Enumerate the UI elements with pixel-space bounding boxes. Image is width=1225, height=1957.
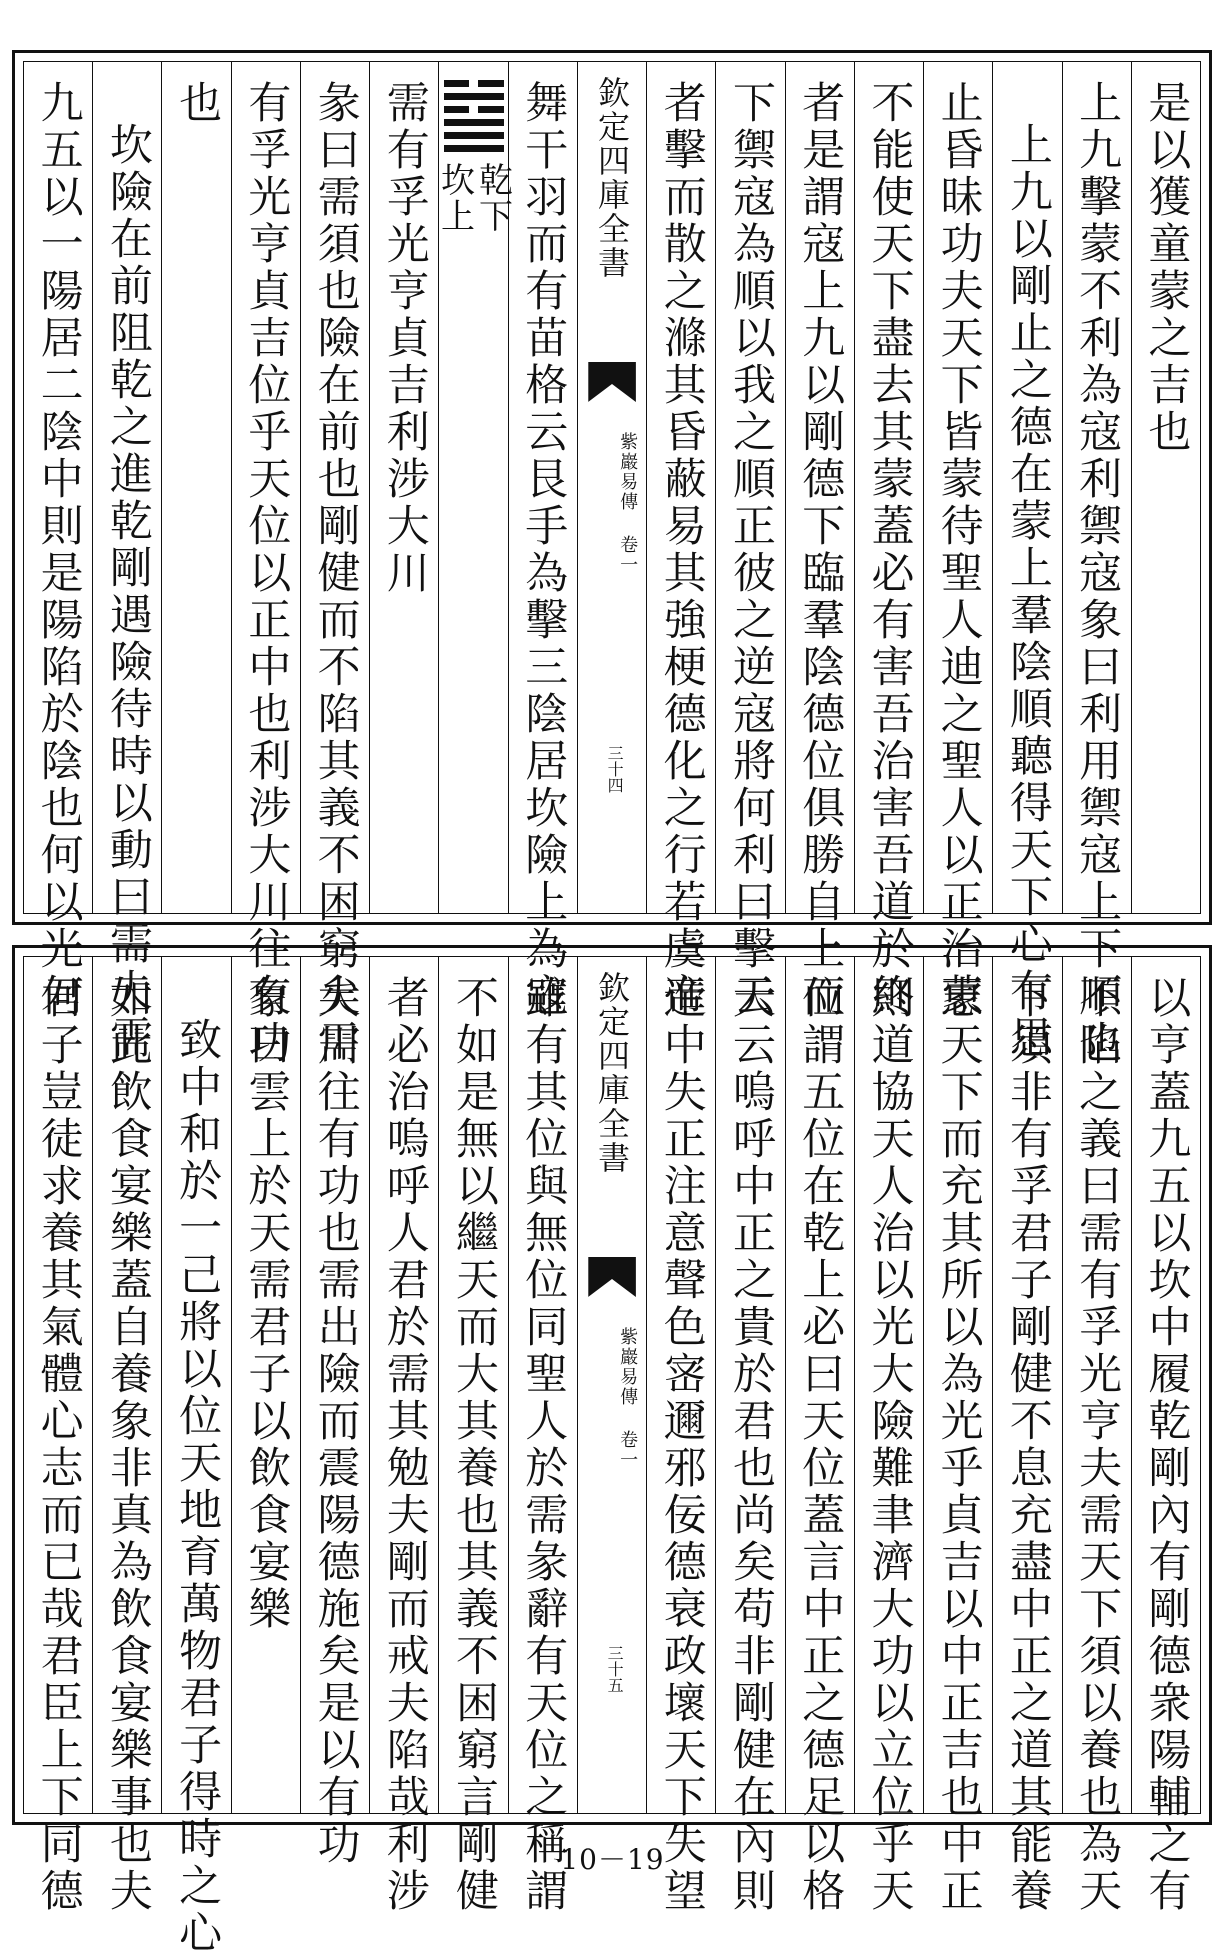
page-number: 10－19 xyxy=(560,1843,665,1876)
column-text: 致中和於一己將以位天地育萬物君子得時之心 xyxy=(172,1017,223,1957)
upper-page-columns xyxy=(24,62,1200,1067)
hexagram-line xyxy=(444,132,504,139)
column-text: 舞干羽而有苗格云艮手為擊三陰居坎險上為寇 xyxy=(518,80,569,1020)
upper-page-frame xyxy=(23,61,1201,1067)
hexagram-line xyxy=(444,145,504,152)
column-text: 君子豈徒求養其氣體心志而已哉君臣上下同德 xyxy=(33,975,84,1915)
text-column xyxy=(854,957,923,1915)
folio-number: 三十四 xyxy=(605,745,625,793)
text-column xyxy=(161,62,230,913)
column-text: 則道協天人治以光大險難聿濟大功以立位乎天 xyxy=(864,975,915,1915)
column-text: 上九以剛止之德在蒙上羣陰順聽得天下心有思 xyxy=(1002,122,1053,1062)
text-column xyxy=(646,62,715,1020)
center-gutter xyxy=(577,957,646,1813)
text-column xyxy=(92,957,161,1915)
hexagram-line xyxy=(444,106,504,113)
text-column xyxy=(992,62,1061,1062)
text-column xyxy=(715,957,784,1915)
text-column xyxy=(923,957,992,1915)
collection-title: 欽定四庫全書 xyxy=(593,971,631,1175)
text-column xyxy=(369,957,438,1915)
hexagram-column xyxy=(434,62,513,913)
column-text: 需有孚光亨貞吉利涉大川 xyxy=(379,80,430,597)
hexagram-xu-icon xyxy=(444,80,504,158)
text-column xyxy=(24,62,92,1020)
column-text: 不如是無以繼天而大其養也其義不困窮言剛健 xyxy=(449,975,500,1915)
column-text: 也 xyxy=(172,80,223,127)
column-text: 以亨蓋九五以坎中履乾剛內有剛德衆陽輔之有 xyxy=(1141,975,1192,1915)
text-column xyxy=(785,957,854,1915)
text-column xyxy=(300,62,369,1067)
text-column xyxy=(161,957,230,1957)
text-column xyxy=(715,62,784,1020)
fishtail-mark-icon xyxy=(588,362,636,402)
column-text: 不能使天下盡去其蒙蓋必有害吾治害吾道於終 xyxy=(864,80,915,1020)
text-column xyxy=(231,62,300,1067)
text-column xyxy=(438,957,507,1915)
text-column xyxy=(854,62,923,1020)
hexagram-line xyxy=(444,80,504,87)
column-text: 彖曰需須也險在前也剛健而不陷其義不困窮矣需 xyxy=(310,80,361,1067)
text-column xyxy=(24,957,92,1915)
column-text: 恵天下而充其所以為光乎貞吉以中正吉也中正 xyxy=(933,975,984,1915)
column-text: 大川往有功也需出險而震陽德施矣是以有功 xyxy=(310,975,361,1868)
text-column xyxy=(992,957,1061,1915)
column-text: 天云嗚呼中正之貴於君也尚矣苟非剛健在內則 xyxy=(725,975,776,1915)
book-volume-label: 紫巖易傳 卷一 xyxy=(617,432,639,575)
text-column xyxy=(1062,957,1131,1915)
text-column xyxy=(369,62,438,913)
hexagram-line xyxy=(444,119,504,126)
text-column xyxy=(508,62,577,1020)
column-text: 坎險在前阻乾之進乾剛遇險待時以動曰需夫需 xyxy=(102,122,153,1062)
column-text: 有孚光亨貞吉位乎天位以正中也利涉大川往有功 xyxy=(241,80,292,1067)
text-column xyxy=(508,957,577,1915)
column-text: 位謂五位在乾上必曰天位蓋言中正之德足以格 xyxy=(795,975,846,1915)
upper-page xyxy=(12,50,1212,1067)
column-text: 者擊而散之滌其昏蔽易其強梗德化之行若虞帝 xyxy=(656,80,707,1020)
trigram-labels xyxy=(434,162,513,234)
text-column xyxy=(1131,62,1200,913)
trigram-label: 乾下 xyxy=(472,162,513,234)
hexagram-line xyxy=(444,93,504,100)
folio-number: 三十五 xyxy=(605,1645,625,1693)
trigram-label: 坎上 xyxy=(434,162,475,234)
column-text: 者是謂寇上九以剛德下臨羣陰德位俱勝自上而 xyxy=(795,80,846,1020)
text-column xyxy=(646,957,715,1915)
column-text: 不陷之義曰需有孚光亨夫需天下須以養也為天 xyxy=(1072,975,1123,1915)
text-column xyxy=(92,62,161,1062)
text-column xyxy=(785,62,854,1020)
collection-title: 欽定四庫全書 xyxy=(593,76,631,280)
column-text: 者必治嗚呼人君於需其勉夫剛而戒夫陷哉利涉 xyxy=(379,975,430,1915)
column-text: 上九擊蒙不利為寇利禦寇象曰利用禦寇上下順也 xyxy=(1072,80,1123,1067)
column-text: 下禦寇為順以我之順正彼之逆寇將何利曰擊云 xyxy=(725,80,776,1020)
book-volume-label: 紫巖易傳 卷一 xyxy=(617,1327,639,1470)
text-column xyxy=(923,62,992,1020)
column-text: 止昏昧功夫天下皆蒙待聖人迪之聖人以正治蒙 xyxy=(933,80,984,1020)
text-column xyxy=(1062,62,1131,1067)
column-text: 進中失正注意聲色宻邇邪佞德衰政壞天下失望 xyxy=(656,975,707,1915)
center-gutter xyxy=(577,62,646,913)
column-text: 下須非有孚君子剛健不息充盡中正之道其能養 xyxy=(1002,975,1053,1915)
column-text: 如此飲食宴樂蓋自養象非真為飲食宴樂事也夫 xyxy=(102,975,153,1915)
column-text: 九五以一陽居二陰中則是陽陷於陰也何以光何 xyxy=(33,80,84,1020)
column-text: 是以獲童蒙之吉也 xyxy=(1141,80,1192,456)
text-column xyxy=(300,957,369,1868)
fishtail-mark-icon xyxy=(588,1257,636,1297)
column-text: 雖有其位與無位同聖人於需彖辭有天位之稱謂 xyxy=(518,975,569,1915)
text-column xyxy=(1131,957,1200,1915)
column-text: 象曰雲上於天需君子以飲食宴樂 xyxy=(241,975,292,1633)
text-column xyxy=(231,957,300,1813)
